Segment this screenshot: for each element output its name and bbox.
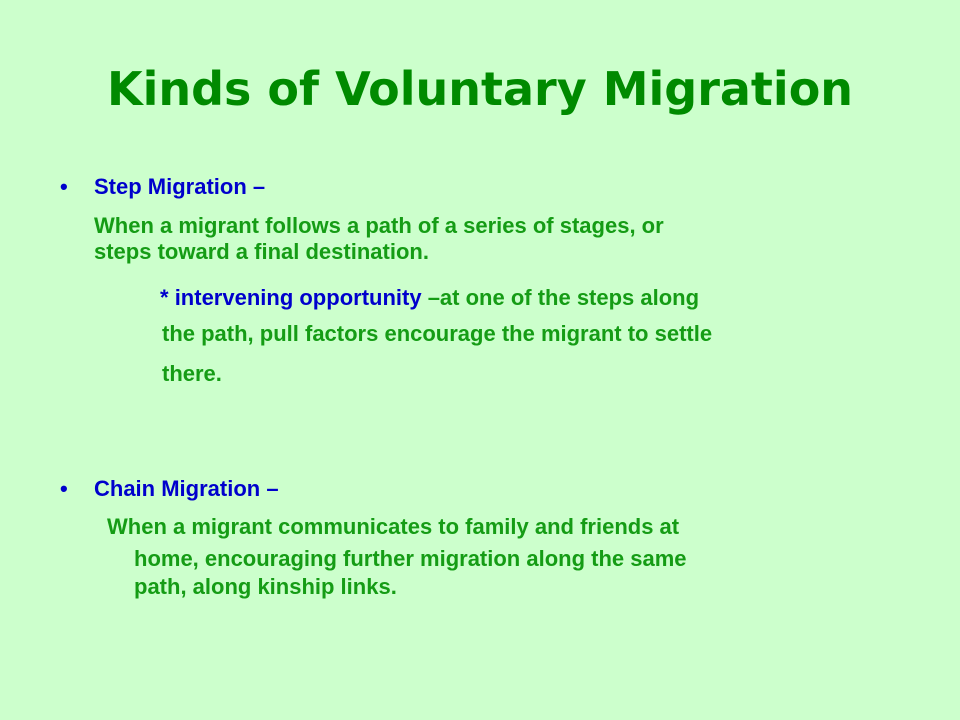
slide-title: Kinds of Voluntary Migration [106,62,854,116]
chain-migration-desc-line2: home, encouraging further migration along the same [134,546,687,571]
step-migration-note-line1 [160,285,699,311]
intervening-opportunity-term: intervening opportunity [174,285,422,310]
bullet-step-migration: • [60,174,68,199]
chain-migration-desc-line1: When a migrant communicates to family and friends at [107,514,680,539]
step-migration-desc-line2: steps toward a final destination. [94,239,429,264]
bullet-chain-migration: • [60,476,68,501]
step-migration-heading: Step Migration – [94,174,266,199]
note-rest: –at one of the steps along [421,285,700,310]
step-migration-desc-line1: When a migrant follows a path of a series of stages, or [94,213,664,238]
step-migration-note-line2: the path, pull factors encourage the migrant to settle [162,321,713,346]
chain-migration-heading: Chain Migration – [94,476,279,501]
note-star: * [160,285,175,310]
chain-migration-desc-line3: path, along kinship links. [134,574,397,599]
step-migration-note-line3: there. [162,361,222,386]
